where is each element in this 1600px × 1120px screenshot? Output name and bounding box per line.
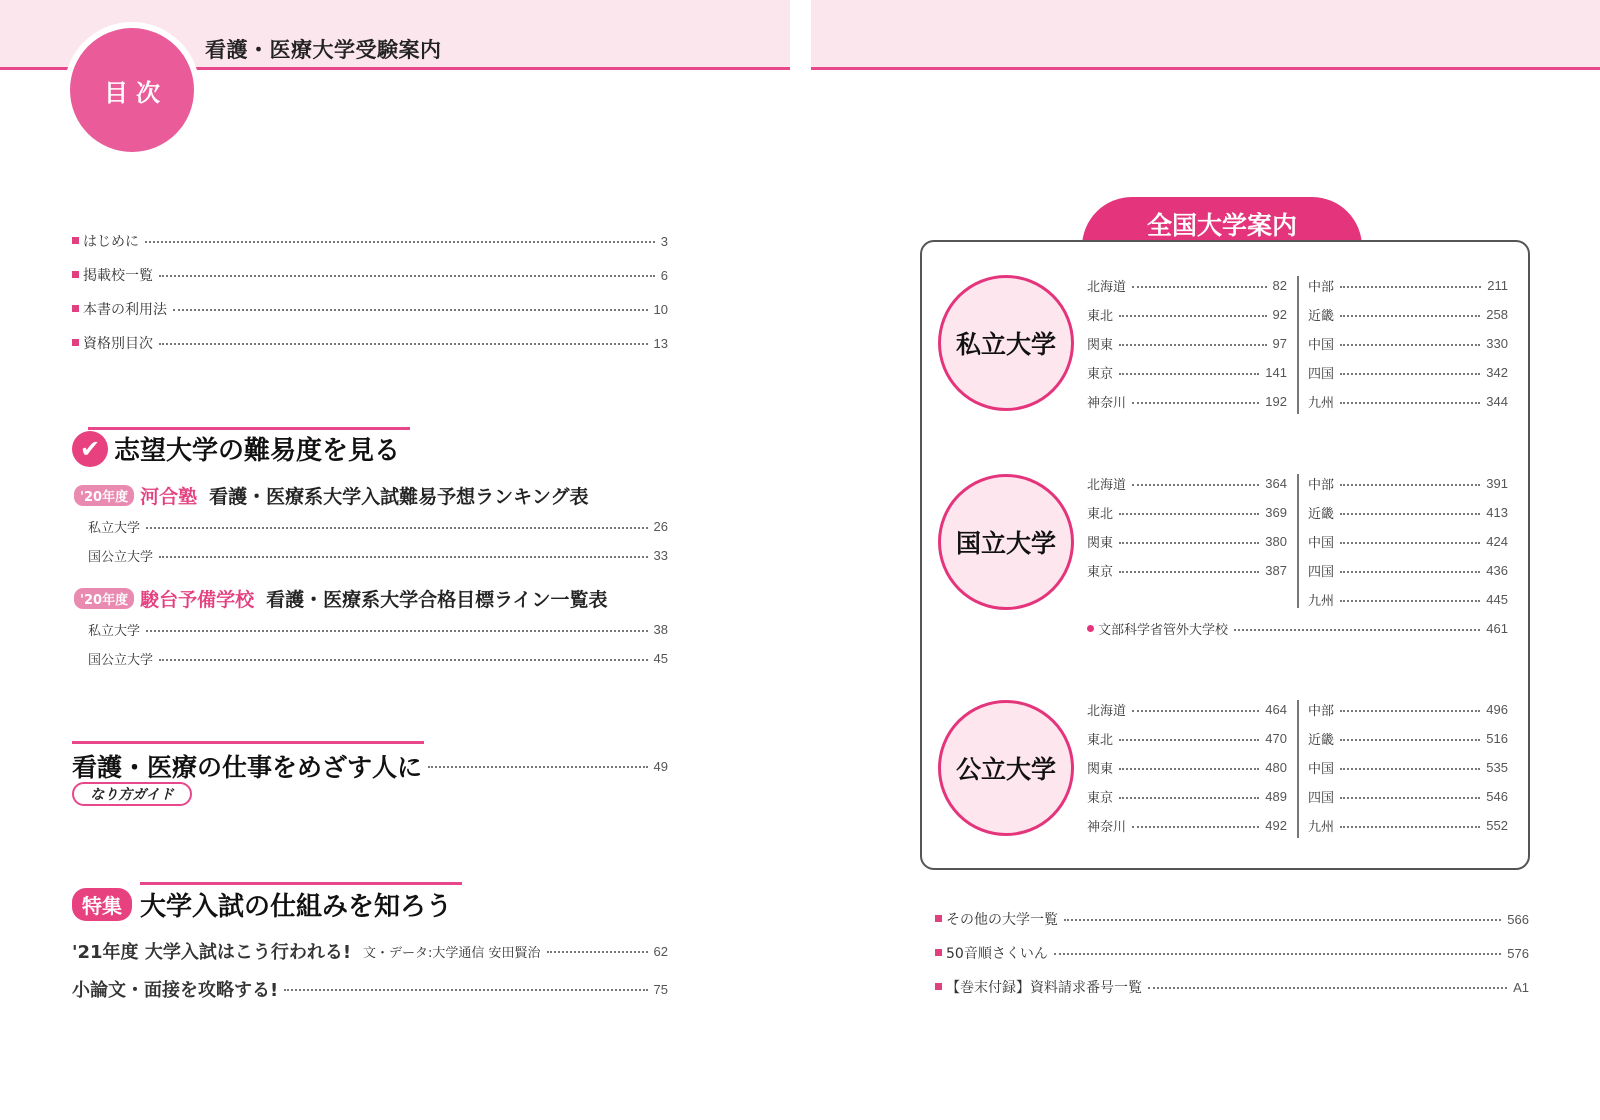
national-guide-tab: 全国大学案内 — [1082, 197, 1362, 247]
toc-row[interactable] — [935, 909, 1529, 929]
region-row[interactable] — [1308, 700, 1508, 719]
region-row[interactable] — [1308, 276, 1508, 295]
leader-dots — [1340, 484, 1480, 486]
leader-dots — [1119, 344, 1267, 346]
page-number: 413 — [1486, 505, 1508, 520]
leader-dots — [1148, 987, 1507, 989]
section-title: 志望大学の難易度を見る — [114, 436, 401, 466]
toc-row[interactable] — [88, 546, 668, 565]
bullet-square-icon — [72, 305, 79, 312]
leader-dots — [1340, 710, 1480, 712]
region-row[interactable] — [1308, 729, 1508, 748]
region-label: 東北 — [1087, 507, 1114, 522]
page-number: 49 — [653, 758, 668, 774]
region-label: 東京 — [1087, 367, 1114, 382]
career-guide-row[interactable] — [72, 748, 668, 784]
leader-dots — [145, 241, 655, 243]
section-underline — [140, 882, 462, 885]
region-row[interactable] — [1087, 363, 1287, 382]
page-number: 387 — [1265, 563, 1287, 578]
toc-label: 50音順さくいん — [946, 946, 1048, 962]
region-row[interactable] — [1308, 787, 1508, 806]
region-label: 中国 — [1308, 762, 1335, 777]
region-label: 東北 — [1087, 733, 1114, 748]
toc-label: 小論文・面接を攻略する! — [72, 980, 279, 1001]
section-underline — [72, 741, 424, 744]
page-number: 10 — [653, 301, 668, 317]
leader-dots — [547, 951, 648, 953]
region-row[interactable] — [1087, 816, 1287, 835]
leader-dots — [1340, 373, 1480, 375]
toc-row[interactable] — [72, 333, 668, 353]
feature-section-heading — [72, 886, 452, 923]
bullet-square-icon — [72, 339, 79, 346]
page-number: 489 — [1265, 789, 1287, 804]
region-row[interactable] — [1087, 700, 1287, 719]
page-number: 369 — [1265, 505, 1287, 520]
bullet-square-icon — [72, 237, 79, 244]
block-title: 看護・医療系大学入試難易予想ランキング表 — [209, 486, 589, 508]
region-row[interactable] — [1308, 590, 1508, 609]
bullet-square-icon — [935, 915, 942, 922]
year-badge: '20年度 — [74, 485, 134, 506]
page-number: 464 — [1265, 702, 1287, 717]
region-row[interactable] — [1308, 334, 1508, 353]
region-row[interactable] — [1087, 276, 1287, 295]
toc-label: 資格別目次 — [83, 336, 153, 352]
region-row[interactable] — [1087, 787, 1287, 806]
leader-dots — [146, 527, 648, 529]
leader-dots — [159, 556, 648, 558]
region-row[interactable] — [1087, 474, 1287, 493]
region-row[interactable] — [1308, 532, 1508, 551]
region-label: 神奈川 — [1087, 396, 1127, 411]
region-row[interactable] — [1308, 305, 1508, 324]
leader-dots — [173, 309, 648, 311]
toc-label: 本書の利用法 — [83, 302, 167, 318]
year-badge: '20年度 — [74, 588, 134, 609]
page-number: 192 — [1265, 394, 1287, 409]
page-number: 470 — [1265, 731, 1287, 746]
region-label: 中国 — [1308, 338, 1335, 353]
leader-dots — [159, 275, 655, 277]
region-label: 中国 — [1308, 536, 1335, 551]
region-row[interactable] — [1087, 729, 1287, 748]
page-number: 535 — [1486, 760, 1508, 775]
leader-dots — [1119, 571, 1259, 573]
toc-row[interactable] — [72, 938, 668, 964]
leader-dots — [1119, 315, 1267, 317]
leader-dots — [284, 989, 647, 991]
region-label: 中部 — [1308, 704, 1335, 719]
page-number: 492 — [1265, 818, 1287, 833]
leader-dots — [1340, 797, 1480, 799]
region-label: 四国 — [1308, 791, 1335, 806]
page-number: 391 — [1486, 476, 1508, 491]
region-row[interactable] — [1087, 503, 1287, 522]
region-row[interactable] — [1308, 474, 1508, 493]
leader-dots — [1132, 484, 1259, 486]
leader-dots — [1340, 826, 1480, 828]
bullet-square-icon — [935, 949, 942, 956]
region-label: 東京 — [1087, 565, 1114, 580]
toc-label: 私立大学 — [88, 624, 141, 639]
toc-label: 国公立大学 — [88, 550, 154, 565]
page-number: 424 — [1486, 534, 1508, 549]
leader-dots — [159, 343, 648, 345]
leader-dots — [1119, 542, 1259, 544]
region-row[interactable] — [1308, 392, 1508, 411]
region-label: 九州 — [1308, 396, 1335, 411]
leader-dots — [1064, 919, 1501, 921]
leader-dots — [1340, 315, 1480, 317]
category-circle-national: 国立大学 — [938, 474, 1074, 610]
region-label: 北海道 — [1087, 704, 1127, 719]
region-label: 九州 — [1308, 594, 1335, 609]
toc-row[interactable] — [72, 976, 668, 1002]
toc-label: はじめに — [83, 234, 139, 250]
leader-dots — [1340, 739, 1480, 741]
page-number: 342 — [1486, 365, 1508, 380]
page-number: 546 — [1486, 789, 1508, 804]
header-title: 看護・医療大学受験案内 — [205, 38, 442, 62]
region-row[interactable] — [1087, 619, 1508, 638]
region-row[interactable] — [1308, 816, 1508, 835]
ranking-block-heading — [74, 482, 589, 509]
page-number: 566 — [1507, 911, 1529, 927]
leader-dots — [1132, 402, 1259, 404]
leader-dots — [1119, 768, 1259, 770]
region-row[interactable] — [1308, 503, 1508, 522]
page-number: 461 — [1486, 621, 1508, 636]
page-number: 92 — [1272, 307, 1287, 322]
leader-dots — [1340, 542, 1480, 544]
column-divider — [1297, 700, 1299, 838]
page-number: 62 — [653, 943, 668, 959]
page-number: 82 — [1272, 278, 1287, 293]
toc-row[interactable] — [88, 517, 668, 536]
toc-row[interactable] — [88, 620, 668, 639]
region-label: 東京 — [1087, 791, 1114, 806]
difficulty-section-heading — [72, 430, 400, 467]
page-number: 436 — [1486, 563, 1508, 578]
header-band-right — [811, 0, 1600, 70]
toc-row[interactable] — [72, 299, 668, 319]
bullet-square-icon — [935, 983, 942, 990]
region-label: 九州 — [1308, 820, 1335, 835]
region-label: 中部 — [1308, 280, 1335, 295]
region-label: 関東 — [1087, 338, 1114, 353]
toc-label: 私立大学 — [88, 521, 141, 536]
region-label: 東北 — [1087, 309, 1114, 324]
region-row[interactable] — [1087, 392, 1287, 411]
leader-dots — [1119, 739, 1259, 741]
toc-label: その他の大学一覧 — [946, 912, 1058, 928]
leader-dots — [1340, 286, 1481, 288]
section-title: 大学入試の仕組みを知ろう — [140, 892, 453, 922]
leader-dots — [428, 766, 648, 768]
region-row[interactable] — [1308, 561, 1508, 580]
page-number: 33 — [653, 548, 668, 563]
region-row[interactable] — [1087, 532, 1287, 551]
region-label: 中部 — [1308, 478, 1335, 493]
org-name: 河合塾 — [140, 486, 198, 508]
toc-label: 【巻末付録】資料請求番号一覧 — [946, 980, 1142, 996]
leader-dots — [1119, 513, 1259, 515]
page-number: 75 — [653, 981, 668, 997]
page-number: 6 — [660, 267, 668, 283]
leader-dots — [1340, 600, 1480, 602]
check-icon: ✔ — [72, 431, 108, 467]
toc-row[interactable] — [935, 943, 1529, 963]
toc-row[interactable] — [88, 649, 668, 668]
page-number: A1 — [1513, 979, 1529, 995]
leader-dots — [146, 630, 648, 632]
leader-dots — [1132, 286, 1267, 288]
page-number: 26 — [653, 519, 668, 534]
page-number: 576 — [1507, 945, 1529, 961]
page-number: 480 — [1265, 760, 1287, 775]
region-label: 近畿 — [1308, 507, 1335, 522]
region-row[interactable] — [1308, 758, 1508, 777]
region-row[interactable] — [1087, 561, 1287, 580]
leader-dots — [1132, 826, 1259, 828]
toc-badge: 目次 — [70, 28, 194, 152]
leader-dots — [1340, 571, 1480, 573]
region-row[interactable] — [1087, 305, 1287, 324]
toc-note: 文・データ:大学通信 安田賢治 — [363, 945, 541, 961]
toc-label: 掲載校一覧 — [83, 268, 153, 284]
region-label: 北海道 — [1087, 478, 1127, 493]
section-title: 看護・医療の仕事をめざす人に — [72, 753, 423, 782]
page-number: 380 — [1265, 534, 1287, 549]
page-number: 3 — [660, 233, 668, 249]
category-circle-private: 私立大学 — [938, 275, 1074, 411]
org-name: 駿台予備学校 — [140, 589, 255, 611]
guide-subtitle-pill: なり方ガイド — [72, 782, 192, 806]
ranking-block-heading — [74, 585, 608, 612]
leader-dots — [1340, 768, 1480, 770]
page-number: 344 — [1486, 394, 1508, 409]
column-divider — [1297, 474, 1299, 608]
region-label: 関東 — [1087, 762, 1114, 777]
leader-dots — [1132, 710, 1259, 712]
leader-dots — [1234, 629, 1480, 631]
page-number: 45 — [653, 651, 668, 666]
page-number: 445 — [1486, 592, 1508, 607]
region-row[interactable] — [1087, 334, 1287, 353]
region-label: 近畿 — [1308, 309, 1335, 324]
region-label: 関東 — [1087, 536, 1114, 551]
region-label: 四国 — [1308, 565, 1335, 580]
page-number: 330 — [1486, 336, 1508, 351]
page-number: 516 — [1486, 731, 1508, 746]
page-number: 496 — [1486, 702, 1508, 717]
toc-label: '21年度 大学入試はこう行われる! — [72, 942, 352, 963]
region-label: 四国 — [1308, 367, 1335, 382]
region-label: 北海道 — [1087, 280, 1127, 295]
region-label: 神奈川 — [1087, 820, 1127, 835]
region-row[interactable] — [1308, 363, 1508, 382]
leader-dots — [1054, 953, 1501, 955]
column-divider — [1297, 276, 1299, 414]
page-number: 13 — [653, 335, 668, 351]
toc-row[interactable] — [72, 265, 668, 285]
page-number: 97 — [1272, 336, 1287, 351]
leader-dots — [159, 659, 648, 661]
leader-dots — [1340, 402, 1480, 404]
toc-label: 国公立大学 — [88, 653, 154, 668]
feature-tag: 特集 — [72, 888, 132, 921]
category-circle-public: 公立大学 — [938, 700, 1074, 836]
leader-dots — [1119, 373, 1259, 375]
toc-row[interactable] — [935, 977, 1529, 997]
page-number: 552 — [1486, 818, 1508, 833]
leader-dots — [1119, 797, 1259, 799]
toc-row[interactable] — [72, 231, 668, 251]
bullet-dot-icon — [1087, 625, 1094, 632]
page-number: 211 — [1487, 278, 1508, 293]
leader-dots — [1340, 344, 1480, 346]
leader-dots — [1340, 513, 1480, 515]
page-number: 258 — [1486, 307, 1508, 322]
page-number: 38 — [653, 622, 668, 637]
block-title: 看護・医療系大学合格目標ライン一覧表 — [266, 589, 608, 611]
bullet-square-icon — [72, 271, 79, 278]
region-label: 近畿 — [1308, 733, 1335, 748]
page-number: 141 — [1265, 365, 1287, 380]
region-row[interactable] — [1087, 758, 1287, 777]
page-number: 364 — [1265, 476, 1287, 491]
region-label: 文部科学省管外大学校 — [1098, 623, 1229, 638]
